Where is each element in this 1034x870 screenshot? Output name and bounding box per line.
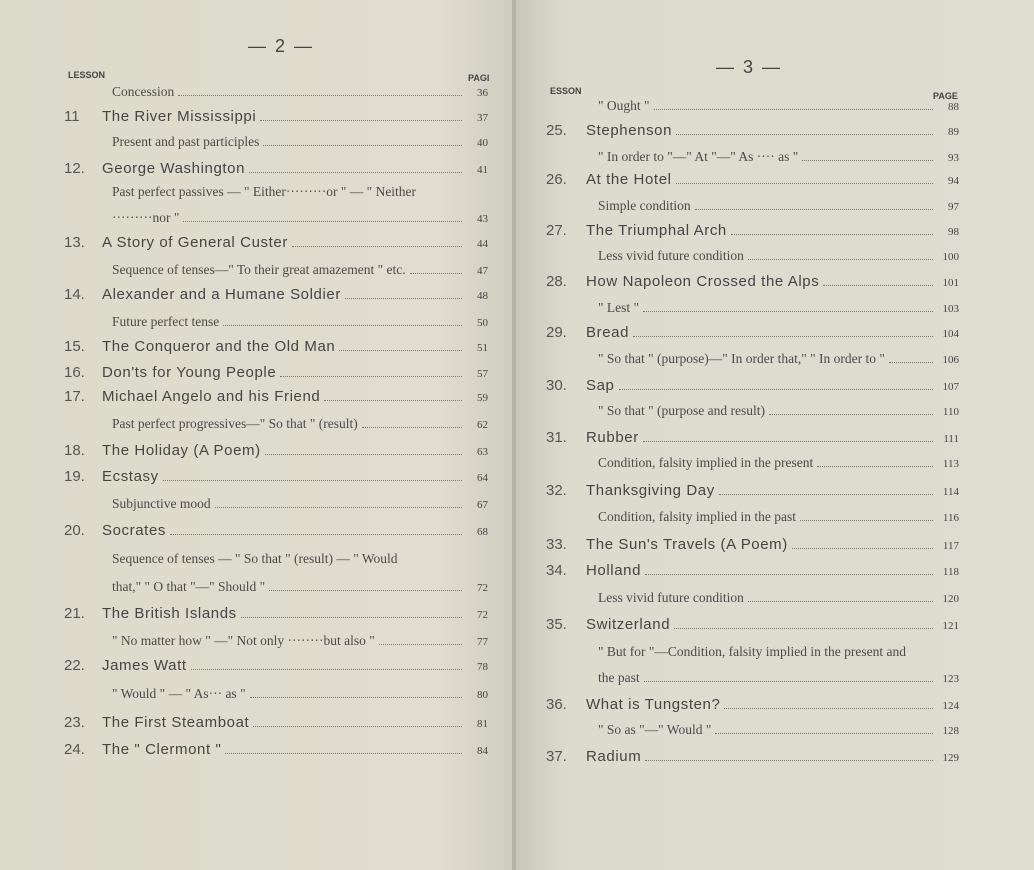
lesson-title: Alexander and a Humane Soldier [102,286,341,303]
toc-lesson-entry [546,748,959,765]
lesson-title: The Sun's Travels (A Poem) [586,536,788,553]
dot-leader [345,298,462,299]
dot-leader [253,726,462,727]
page-ref: 67 [477,499,488,511]
page-column-header: PAGI [468,73,490,83]
page-ref: 121 [942,620,959,632]
dot-leader [191,669,462,670]
page-ref: 63 [477,446,488,458]
toc-subentry [112,579,488,595]
right-page [516,0,1034,870]
toc-lesson-entry [64,364,488,381]
page-ref: 62 [477,419,488,431]
dot-leader [250,697,462,698]
dot-leader [183,221,462,222]
lesson-number: 19. [64,468,85,485]
page-ref: 118 [942,566,959,578]
topic-title: " So as "—" Would " [598,722,712,737]
page-ref: 104 [942,328,959,340]
topic-title: Sequence of tenses—" To their great amazement " etc. [112,262,406,277]
page-column-header: PAGE [933,91,958,101]
dot-leader [769,414,933,415]
dot-leader [792,548,933,549]
page-ref: 80 [477,689,488,701]
toc-lesson-entry [64,160,488,177]
toc-subentry [112,184,488,200]
page-ref: 103 [942,303,959,315]
dot-leader [241,617,462,618]
dot-leader [643,311,933,312]
page-ref: 51 [477,342,488,354]
lesson-number: 32. [546,482,567,499]
lesson-number: 28. [546,273,567,290]
lesson-number: 18. [64,442,85,459]
page-ref: 81 [477,718,488,730]
dot-leader [674,628,933,629]
toc-subentry [598,98,959,114]
topic-title: Condition, falsity implied in the past [598,509,796,524]
topic-title: Condition, falsity implied in the present [598,455,814,470]
dot-leader [645,574,933,575]
lesson-title: Holland [586,562,642,579]
toc-lesson-entry [546,562,959,579]
toc-lesson-entry [546,377,959,394]
lesson-title: How Napoleon Crossed the Alps [586,273,820,290]
toc-subentry [598,198,959,214]
toc-subentry [598,149,959,165]
dot-leader [215,507,462,508]
lesson-number: 12. [64,160,85,177]
toc-lesson-entry [546,616,959,633]
lesson-number: 34. [546,562,567,579]
lesson-title: The " Clermont " [102,741,222,758]
page-ref: 117 [942,540,959,552]
page-ref: 113 [942,458,959,470]
page-ref: 72 [477,609,488,621]
dot-leader [802,160,933,161]
lesson-title: At the Hotel [586,171,672,188]
lesson-title: The British Islands [102,605,237,622]
toc-lesson-entry [546,429,959,446]
lesson-title: Bread [586,324,630,341]
toc-lesson-entry [64,657,488,674]
dot-leader [724,708,933,709]
page-ref: 64 [477,472,488,484]
dot-leader [292,246,462,247]
dot-leader [619,389,934,390]
page-ref: 78 [477,661,488,673]
page-number: — 3 — [716,57,783,77]
page-ref: 59 [477,392,488,404]
lesson-title: Switzerland [586,616,671,633]
page-ref: 128 [942,725,959,737]
toc-subentry [112,84,488,100]
dot-leader [379,644,462,645]
toc-subentry [598,670,959,686]
page-ref: 84 [477,745,488,757]
lesson-number: 33. [546,536,567,553]
dot-leader [362,427,462,428]
page-ref: 94 [948,175,959,187]
toc-lesson-entry [64,741,488,758]
lesson-title: Don'ts for Young People [102,364,277,381]
lesson-title: Socrates [102,522,166,539]
lesson-number: 37. [546,748,567,765]
toc-lesson-entry [64,714,488,731]
toc-subentry [598,248,959,264]
lesson-title: James Watt [102,657,187,674]
page-ref: 106 [942,354,959,366]
dot-leader [748,259,933,260]
toc-lesson-entry [546,482,959,499]
page-ref: 100 [942,251,959,263]
toc-lesson-entry [64,442,488,459]
dot-leader [719,494,933,495]
page-ref: 97 [948,201,959,213]
page-ref: 72 [477,582,488,594]
topic-title: " Lest " [598,300,640,315]
dot-leader [324,400,462,401]
toc-subentry [598,644,959,660]
topic-title: Past perfect passives — " Either·········or " — " Neither [112,184,417,199]
topic-title: " In order to "—" At "—" As ···· as " [598,149,799,164]
dot-leader [163,480,462,481]
lesson-title: What is Tungsten? [586,696,721,713]
topic-title: Less vivid future condition [598,590,744,605]
dot-leader [676,183,933,184]
lesson-number: 35. [546,616,567,633]
lesson-title: The Triumphal Arch [586,222,727,239]
toc-lesson-entry [64,338,488,355]
dot-leader [178,95,462,96]
lesson-title: The Holiday (A Poem) [102,442,261,459]
lesson-number: 21. [64,605,85,622]
toc-subentry [112,262,488,278]
dot-leader [800,520,933,521]
lesson-number: 15. [64,338,85,355]
page-ref: 47 [477,265,488,277]
dot-leader [643,441,933,442]
toc-lesson-entry [64,234,488,251]
toc-lesson-entry [64,605,488,622]
dot-leader [269,590,462,591]
toc-subentry [598,722,959,738]
lesson-number: 13. [64,234,85,251]
dot-leader [731,234,933,235]
toc-subentry [112,551,488,567]
toc-subentry [112,496,488,512]
toc-subentry [598,403,959,419]
page-ref: 111 [943,433,959,445]
toc-lesson-entry [64,522,488,539]
topic-title: Future perfect tense [112,314,220,329]
page-ref: 48 [477,290,488,302]
toc-lesson-entry [546,222,959,239]
dot-leader [633,336,933,337]
lesson-number: 36. [546,696,567,713]
dot-leader [644,681,933,682]
topic-title: " Would " — " As··· as " [112,686,246,701]
lesson-number: 24. [64,741,85,758]
dot-leader [260,120,462,121]
lesson-title: Rubber [586,429,639,446]
topic-title: ·········nor " [112,210,180,225]
topic-title: " So that " (purpose)—" In order that," " In order to " [598,351,885,366]
lesson-title: Thanksgiving Day [586,482,715,499]
dot-leader [223,325,462,326]
topic-title: Past perfect progressives—" So that " (result) [112,416,358,431]
page-ref: 116 [942,512,959,524]
dot-leader [225,753,462,754]
dot-leader [645,760,933,761]
lesson-title: Ecstasy [102,468,159,485]
topic-title: " But for "—Condition, falsity implied in the present and [598,644,906,659]
dot-leader [823,285,933,286]
page-ref: 36 [477,87,488,99]
lesson-title: The Conqueror and the Old Man [102,338,336,355]
topic-title: Subjunctive mood [112,496,211,511]
lesson-number: 22. [64,657,85,674]
dot-leader [695,209,933,210]
toc-lesson-entry [546,536,959,553]
toc-subentry [598,455,959,471]
lesson-number: 11 [64,108,80,125]
page-ref: 129 [942,752,959,764]
page-ref: 124 [942,700,959,712]
dot-leader [654,109,933,110]
lesson-number: 31. [546,429,567,446]
left-page [0,0,514,870]
lesson-number: 29. [546,324,567,341]
page-ref: 40 [477,137,488,149]
toc-lesson-entry [546,324,959,341]
lesson-title: Michael Angelo and his Friend [102,388,321,405]
page-ref: 98 [948,226,959,238]
topic-title: Sequence of tenses — " So that " (result) — " Would [112,551,398,566]
page-number: — 2 — [248,36,315,56]
lesson-title: George Washington [102,160,246,177]
toc-subentry [112,686,488,702]
lesson-title: The River Mississippi [102,108,257,125]
lesson-number: 17. [64,388,85,405]
page-ref: 120 [942,593,959,605]
lesson-number: 27. [546,222,567,239]
dot-leader [715,733,933,734]
toc-lesson-entry [64,286,488,303]
page-ref: 41 [477,164,488,176]
page-ref: 123 [942,673,959,685]
dot-leader [676,134,933,135]
page-ref: 43 [477,213,488,225]
toc-subentry [112,314,488,330]
topic-title: the past [598,670,640,685]
toc-subentry [598,351,959,367]
lesson-number: 16. [64,364,85,381]
lesson-number: 23. [64,714,85,731]
page-ref: 44 [477,238,488,250]
dot-leader [280,376,462,377]
lesson-title: A Story of General Custer [102,234,288,251]
dot-leader [249,172,462,173]
toc-lesson-entry [546,273,959,290]
page-ref: 57 [477,368,488,380]
page-ref: 37 [477,112,488,124]
topic-title: Present and past participles [112,134,260,149]
page-ref: 114 [942,486,959,498]
page-ref: 68 [477,526,488,538]
dot-leader [263,145,462,146]
topic-title: Concession [112,84,175,99]
topic-title: that," " O that "—" Should " [112,579,266,594]
toc-subentry [598,590,959,606]
toc-subentry [112,633,488,649]
page-ref: 107 [942,381,959,393]
topic-title: " No matter how " —" Not only ········but also " [112,633,375,648]
lesson-title: Sap [586,377,615,394]
toc-lesson-entry [546,171,959,188]
lesson-title: The First Steamboat [102,714,250,731]
lesson-number: 30. [546,377,567,394]
lesson-column-header: LESSON [68,70,106,80]
toc-subentry [598,509,959,525]
topic-title: " So that " (purpose and result) [598,403,765,418]
page-ref: 110 [942,406,959,418]
toc-subentry [112,416,488,432]
topic-title: Simple condition [598,198,691,213]
topic-title: Less vivid future condition [598,248,744,263]
toc-subentry [112,134,488,150]
dot-leader [265,454,462,455]
toc-subentry [112,210,488,226]
toc-lesson-entry [64,468,488,485]
toc-lesson-entry [546,122,959,139]
toc-subentry [598,300,959,316]
toc-lesson-entry [64,108,488,125]
lesson-number: 20. [64,522,85,539]
dot-leader [748,601,933,602]
dot-leader [410,273,462,274]
lesson-column-header: ESSON [550,86,582,96]
lesson-number: 14. [64,286,85,303]
dot-leader [889,362,933,363]
page-ref: 93 [948,152,959,164]
dot-leader [170,534,462,535]
dot-leader [817,466,933,467]
page-ref: 77 [477,636,488,648]
page-ref: 89 [948,126,959,138]
lesson-number: 25. [546,122,567,139]
topic-title: " Ought " [598,98,650,113]
lesson-title: Stephenson [586,122,673,139]
page-ref: 101 [942,277,959,289]
lesson-number: 26. [546,171,567,188]
toc-lesson-entry [64,388,488,405]
dot-leader [339,350,462,351]
page-ref: 88 [948,101,959,113]
toc-lesson-entry [546,696,959,713]
lesson-title: Radium [586,748,642,765]
page-ref: 50 [477,317,488,329]
